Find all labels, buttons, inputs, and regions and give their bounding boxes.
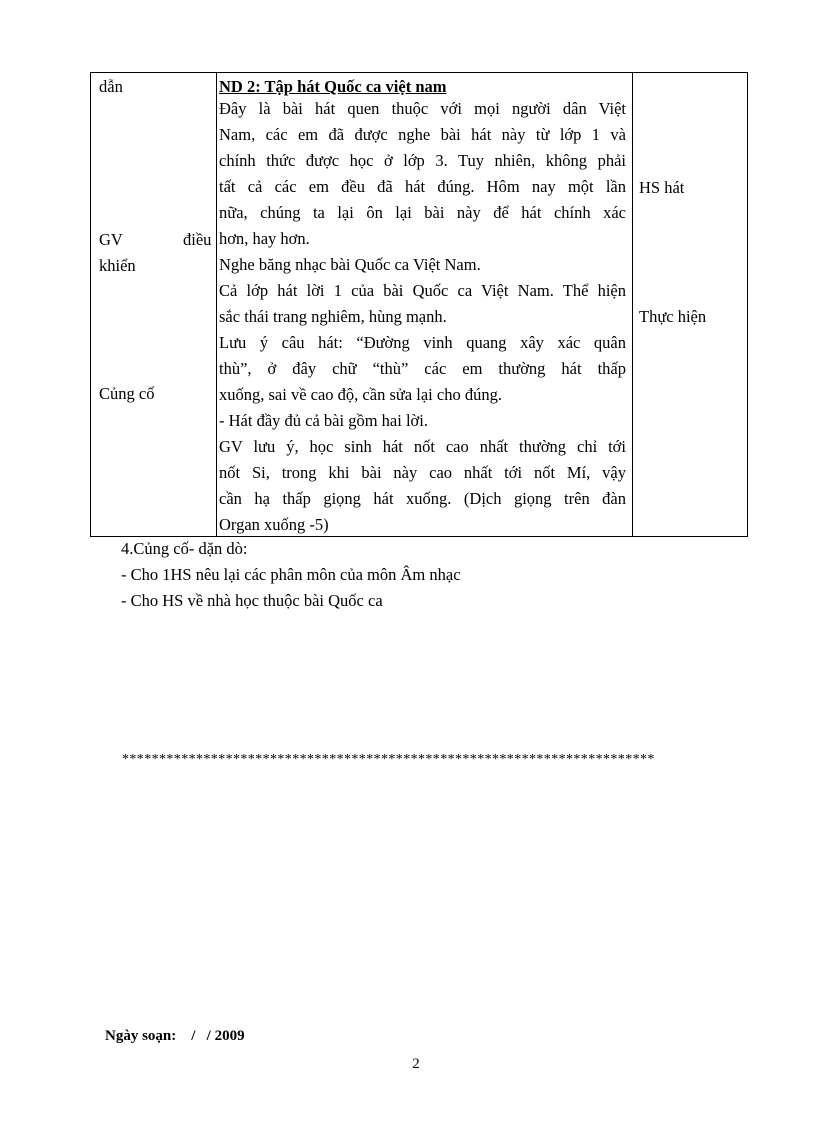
col3-text-hs-hat: HS hát xyxy=(639,178,685,197)
col2-line: - Hát đầy đủ cả bài gồm hai lời. xyxy=(219,411,428,430)
section-heading-cung-co: 4.Củng cố- dặn dò: xyxy=(121,539,248,558)
col2-line: chính thức được học ở lớp 3. Tuy nhiên, không phải xyxy=(219,151,626,170)
col2-line: thù”, ở đây chữ “thù” các em thường hát thấp xyxy=(219,359,626,378)
col2-line: Organ xuống -5) xyxy=(219,515,329,534)
col2-line: Đây là bài hát quen thuộc với mọi người dân Việt xyxy=(219,99,626,118)
col1-text-gv: GV xyxy=(99,230,123,249)
col2-line: Nam, các em đã được nghe bài hát này từ lớp 1 và xyxy=(219,125,626,144)
separator-line: ************************************************************************ xyxy=(122,752,655,767)
col2-line: nữa, chúng ta lại ôn lại bài này để hát chính xác xyxy=(219,203,626,222)
list-item: - Cho 1HS nêu lại các phân môn của môn Âm nhạc xyxy=(121,565,461,584)
col1-text-dieu: điều xyxy=(183,230,212,249)
section-title: ND 2: Tập hát Quốc ca việt nam xyxy=(219,77,447,96)
col1-text-dan: dẫn xyxy=(99,77,123,96)
col2-line: sắc thái trang nghiêm, hùng mạnh. xyxy=(219,307,447,326)
col2-line: xuống, sai về cao độ, cần sửa lại cho đúng. xyxy=(219,385,502,404)
col2-line: Nghe băng nhạc bài Quốc ca Việt Nam. xyxy=(219,255,481,274)
column-divider xyxy=(632,73,633,536)
date-line: Ngày soạn: / / 2009 xyxy=(105,1028,245,1044)
col1-text-khien: khiển xyxy=(99,256,136,275)
col3-text-thuc-hien: Thực hiện xyxy=(639,307,707,326)
col2-line: tất cả các em đều đã hát đúng. Hôm nay một lần xyxy=(219,177,626,196)
col2-line: Lưu ý câu hát: “Đường vinh quang xây xác quân xyxy=(219,333,626,352)
col2-line: GV lưu ý, học sinh hát nốt cao nhất thường chỉ tới xyxy=(219,437,626,456)
col1-text-cung-co: Củng cố xyxy=(99,384,155,403)
col2-line: nốt Si, trong khi bài này cao nhất tới nốt Mí, vậy xyxy=(219,463,626,482)
lesson-table xyxy=(90,72,748,537)
list-item: - Cho HS về nhà học thuộc bài Quốc ca xyxy=(121,591,383,610)
page-number: 2 xyxy=(412,1056,420,1072)
col2-line: hơn, hay hơn. xyxy=(219,229,310,248)
col2-line: cần hạ thấp giọng hát xuống. (Dịch giọng trên đàn xyxy=(219,489,626,508)
column-divider xyxy=(216,73,217,536)
col2-line: Cả lớp hát lời 1 của bài Quốc ca Việt Nam. Thể hiện xyxy=(219,281,626,300)
